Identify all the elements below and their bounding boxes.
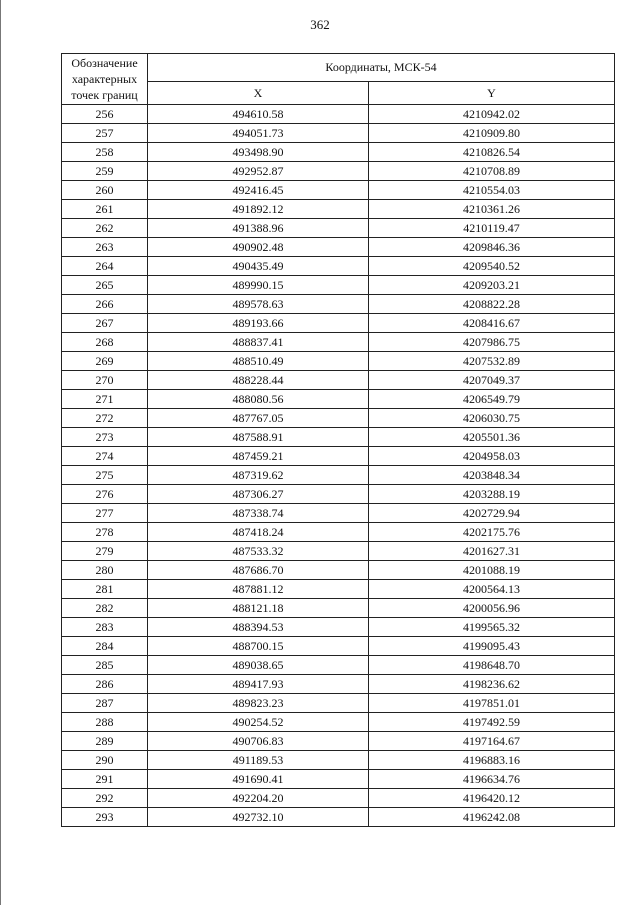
page-number: 362 xyxy=(310,17,330,32)
point-cell: 256 xyxy=(62,105,148,124)
x-cell: 494610.58 xyxy=(148,105,369,124)
table-row xyxy=(62,409,615,428)
point-cell: 284 xyxy=(62,637,148,656)
table-body xyxy=(62,105,615,827)
y-cell: 4197851.01 xyxy=(369,694,615,713)
point-cell: 259 xyxy=(62,162,148,181)
x-cell: 487418.24 xyxy=(148,523,369,542)
table-row xyxy=(62,732,615,751)
y-cell: 4197164.67 xyxy=(369,732,615,751)
x-column-header: X xyxy=(148,81,369,104)
table-row xyxy=(62,105,615,124)
x-cell: 489038.65 xyxy=(148,656,369,675)
y-cell: 4196634.76 xyxy=(369,770,615,789)
table-row xyxy=(62,770,615,789)
y-cell: 4203288.19 xyxy=(369,485,615,504)
x-cell: 491690.41 xyxy=(148,770,369,789)
table-row xyxy=(62,162,615,181)
point-cell: 289 xyxy=(62,732,148,751)
y-cell: 4196420.12 xyxy=(369,789,615,808)
point-cell: 266 xyxy=(62,295,148,314)
table-row xyxy=(62,656,615,675)
x-cell: 487686.70 xyxy=(148,561,369,580)
x-cell: 492952.87 xyxy=(148,162,369,181)
point-cell: 283 xyxy=(62,618,148,637)
table-row xyxy=(62,200,615,219)
x-cell: 488121.18 xyxy=(148,599,369,618)
y-cell: 4210554.03 xyxy=(369,181,615,200)
y-cell: 4207986.75 xyxy=(369,333,615,352)
table-row xyxy=(62,561,615,580)
point-cell: 288 xyxy=(62,713,148,732)
table-row xyxy=(62,466,615,485)
x-cell: 488837.41 xyxy=(148,333,369,352)
x-cell: 488510.49 xyxy=(148,352,369,371)
point-cell: 272 xyxy=(62,409,148,428)
y-cell: 4199095.43 xyxy=(369,637,615,656)
coordinates-header: Координаты, МСК-54 xyxy=(148,54,615,82)
y-cell: 4200564.13 xyxy=(369,580,615,599)
point-cell: 278 xyxy=(62,523,148,542)
point-cell: 273 xyxy=(62,428,148,447)
point-cell: 265 xyxy=(62,276,148,295)
x-cell: 490254.52 xyxy=(148,713,369,732)
x-cell: 491189.53 xyxy=(148,751,369,770)
point-cell: 280 xyxy=(62,561,148,580)
table-row xyxy=(62,580,615,599)
table-row xyxy=(62,238,615,257)
point-cell: 274 xyxy=(62,447,148,466)
table-row xyxy=(62,428,615,447)
x-cell: 490902.48 xyxy=(148,238,369,257)
x-cell: 492204.20 xyxy=(148,789,369,808)
y-cell: 4206030.75 xyxy=(369,409,615,428)
point-cell: 286 xyxy=(62,675,148,694)
y-cell: 4198236.62 xyxy=(369,675,615,694)
point-cell: 275 xyxy=(62,466,148,485)
table-row xyxy=(62,124,615,143)
y-cell: 4196242.08 xyxy=(369,808,615,827)
point-cell: 263 xyxy=(62,238,148,257)
table-row xyxy=(62,675,615,694)
point-cell: 281 xyxy=(62,580,148,599)
y-cell: 4205501.36 xyxy=(369,428,615,447)
x-cell: 488700.15 xyxy=(148,637,369,656)
coordinates-table xyxy=(61,53,615,827)
table-row xyxy=(62,257,615,276)
x-cell: 488394.53 xyxy=(148,618,369,637)
y-cell: 4201088.19 xyxy=(369,561,615,580)
x-cell: 491388.96 xyxy=(148,219,369,238)
point-cell: 268 xyxy=(62,333,148,352)
x-cell: 487881.12 xyxy=(148,580,369,599)
x-cell: 487306.27 xyxy=(148,485,369,504)
point-cell: 285 xyxy=(62,656,148,675)
x-cell: 489823.23 xyxy=(148,694,369,713)
table-row xyxy=(62,523,615,542)
x-cell: 487533.32 xyxy=(148,542,369,561)
table-row xyxy=(62,390,615,409)
y-cell: 4196883.16 xyxy=(369,751,615,770)
y-cell: 4199565.32 xyxy=(369,618,615,637)
table-row xyxy=(62,599,615,618)
y-cell: 4206549.79 xyxy=(369,390,615,409)
table-row xyxy=(62,295,615,314)
y-cell: 4201627.31 xyxy=(369,542,615,561)
y-cell: 4197492.59 xyxy=(369,713,615,732)
x-cell: 493498.90 xyxy=(148,143,369,162)
point-cell: 290 xyxy=(62,751,148,770)
x-cell: 487588.91 xyxy=(148,428,369,447)
y-cell: 4207532.89 xyxy=(369,352,615,371)
x-cell: 492732.10 xyxy=(148,808,369,827)
x-cell: 489578.63 xyxy=(148,295,369,314)
y-cell: 4209846.36 xyxy=(369,238,615,257)
table-row xyxy=(62,219,615,238)
table-row xyxy=(62,808,615,827)
x-cell: 489990.15 xyxy=(148,276,369,295)
x-cell: 488228.44 xyxy=(148,371,369,390)
point-cell: 292 xyxy=(62,789,148,808)
point-cell: 277 xyxy=(62,504,148,523)
x-cell: 489417.93 xyxy=(148,675,369,694)
point-cell: 282 xyxy=(62,599,148,618)
point-cell: 267 xyxy=(62,314,148,333)
x-cell: 491892.12 xyxy=(148,200,369,219)
point-cell: 264 xyxy=(62,257,148,276)
y-cell: 4208822.28 xyxy=(369,295,615,314)
point-cell: 279 xyxy=(62,542,148,561)
table-row xyxy=(62,352,615,371)
y-cell: 4209540.52 xyxy=(369,257,615,276)
y-cell: 4210909.80 xyxy=(369,124,615,143)
point-cell: 276 xyxy=(62,485,148,504)
point-cell: 270 xyxy=(62,371,148,390)
y-cell: 4210708.89 xyxy=(369,162,615,181)
y-cell: 4207049.37 xyxy=(369,371,615,390)
y-cell: 4208416.67 xyxy=(369,314,615,333)
point-cell: 257 xyxy=(62,124,148,143)
table-row xyxy=(62,713,615,732)
y-cell: 4210119.47 xyxy=(369,219,615,238)
point-column-header: Обозначение характерных точек границ xyxy=(62,54,148,105)
point-cell: 261 xyxy=(62,200,148,219)
y-cell: 4210361.26 xyxy=(369,200,615,219)
x-cell: 490435.49 xyxy=(148,257,369,276)
x-cell: 488080.56 xyxy=(148,390,369,409)
table-row xyxy=(62,314,615,333)
y-cell: 4202729.94 xyxy=(369,504,615,523)
point-cell: 271 xyxy=(62,390,148,409)
page-edge-line xyxy=(0,0,1,905)
table-row xyxy=(62,276,615,295)
table-row xyxy=(62,447,615,466)
y-cell: 4198648.70 xyxy=(369,656,615,675)
x-cell: 487338.74 xyxy=(148,504,369,523)
point-cell: 260 xyxy=(62,181,148,200)
table-row xyxy=(62,542,615,561)
x-cell: 489193.66 xyxy=(148,314,369,333)
y-cell: 4210826.54 xyxy=(369,143,615,162)
table-row xyxy=(62,181,615,200)
x-cell: 494051.73 xyxy=(148,124,369,143)
y-column-header: Y xyxy=(369,81,615,104)
x-cell: 490706.83 xyxy=(148,732,369,751)
y-cell: 4204958.03 xyxy=(369,447,615,466)
point-cell: 269 xyxy=(62,352,148,371)
x-cell: 487459.21 xyxy=(148,447,369,466)
table-row xyxy=(62,371,615,390)
point-cell: 287 xyxy=(62,694,148,713)
point-cell: 291 xyxy=(62,770,148,789)
y-cell: 4203848.34 xyxy=(369,466,615,485)
table-row xyxy=(62,751,615,770)
table-row xyxy=(62,504,615,523)
x-cell: 492416.45 xyxy=(148,181,369,200)
y-cell: 4209203.21 xyxy=(369,276,615,295)
y-cell: 4200056.96 xyxy=(369,599,615,618)
point-cell: 293 xyxy=(62,808,148,827)
table-row xyxy=(62,789,615,808)
x-cell: 487767.05 xyxy=(148,409,369,428)
point-cell: 262 xyxy=(62,219,148,238)
table-row xyxy=(62,694,615,713)
table-row xyxy=(62,618,615,637)
x-cell: 487319.62 xyxy=(148,466,369,485)
table-row xyxy=(62,143,615,162)
y-cell: 4202175.76 xyxy=(369,523,615,542)
table-row xyxy=(62,333,615,352)
y-cell: 4210942.02 xyxy=(369,105,615,124)
table-header xyxy=(62,54,615,105)
point-cell: 258 xyxy=(62,143,148,162)
table-row xyxy=(62,485,615,504)
table-row xyxy=(62,637,615,656)
